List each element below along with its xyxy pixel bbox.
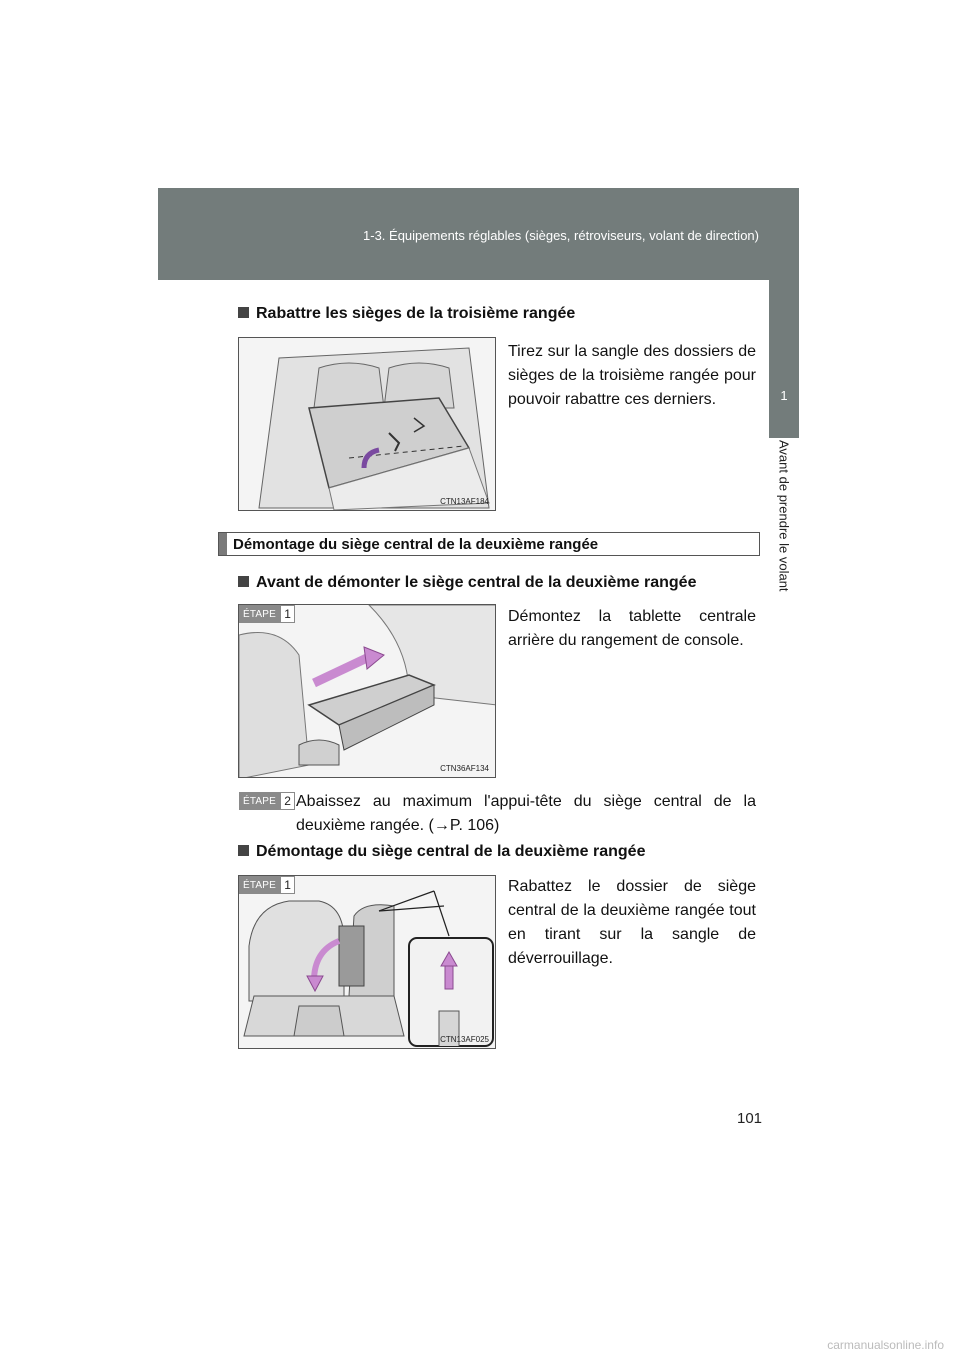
third-row-seats-illustration <box>239 338 496 511</box>
instruction-remove-tablet: Démontez la tablette centrale arrière du rangement de console. <box>508 608 756 649</box>
center-seat-illustration <box>239 876 496 1049</box>
figure-center-seat <box>238 875 496 1049</box>
heading-fold-third-row: Rabattre les sièges de la troisième rangée <box>238 305 575 323</box>
heading-before-removal: Avant de démonter le siège central de la deuxième rangée <box>238 574 696 592</box>
instruction-lower-headrest-2: deuxième rangée. (→P. 106) <box>296 817 500 834</box>
side-tab-number: 1 <box>780 388 788 403</box>
figure-code: CTN13AF184 <box>440 497 489 506</box>
step-badge: ÉTAPE 1 <box>239 876 295 894</box>
step-badge: ÉTAPE 1 <box>239 605 295 623</box>
figure-third-row-seats <box>238 337 496 511</box>
chapter-header <box>158 188 799 280</box>
step-badge: ÉTAPE 2 <box>239 792 295 810</box>
heading-remove-center-seat: Démontage du siège central de la deuxième rangée <box>238 843 645 861</box>
section-title-bar <box>218 532 760 556</box>
figure-console-tablet <box>238 604 496 778</box>
side-tab <box>769 188 799 438</box>
console-tablet-illustration <box>239 605 496 778</box>
square-bullet-icon <box>238 576 249 587</box>
section-title: Démontage du siège central de la deuxième rangée <box>233 536 599 553</box>
footer-watermark: carmanualsonline.info <box>827 1338 944 1352</box>
square-bullet-icon <box>238 845 249 856</box>
section-accent <box>219 533 227 555</box>
page-number: 101 <box>737 1110 763 1127</box>
instruction-fold-third-row: Tirez sur la sangle des dossiers de sièges de la troisième rangée pour pouvoir rabattre ces derniers. <box>508 343 756 408</box>
instruction-fold-center-seat: Rabattez le dossier de siège central de la deuxième rangée tout en tirant sur la sangle de déverrouillage. <box>508 878 756 967</box>
figure-code: CTN36AF134 <box>440 764 489 773</box>
chapter-title: 1-3. Équipements réglables (sièges, rétroviseurs, volant de direction) <box>363 228 759 243</box>
side-tab-text: Avant de prendre le volant <box>776 440 792 592</box>
figure-code: CTN13AF025 <box>440 1035 489 1044</box>
side-tab-label <box>770 440 798 630</box>
instruction-lower-headrest-1: Abaissez au maximum l'appui-tête du siège central de la <box>296 793 756 810</box>
square-bullet-icon <box>238 307 249 318</box>
